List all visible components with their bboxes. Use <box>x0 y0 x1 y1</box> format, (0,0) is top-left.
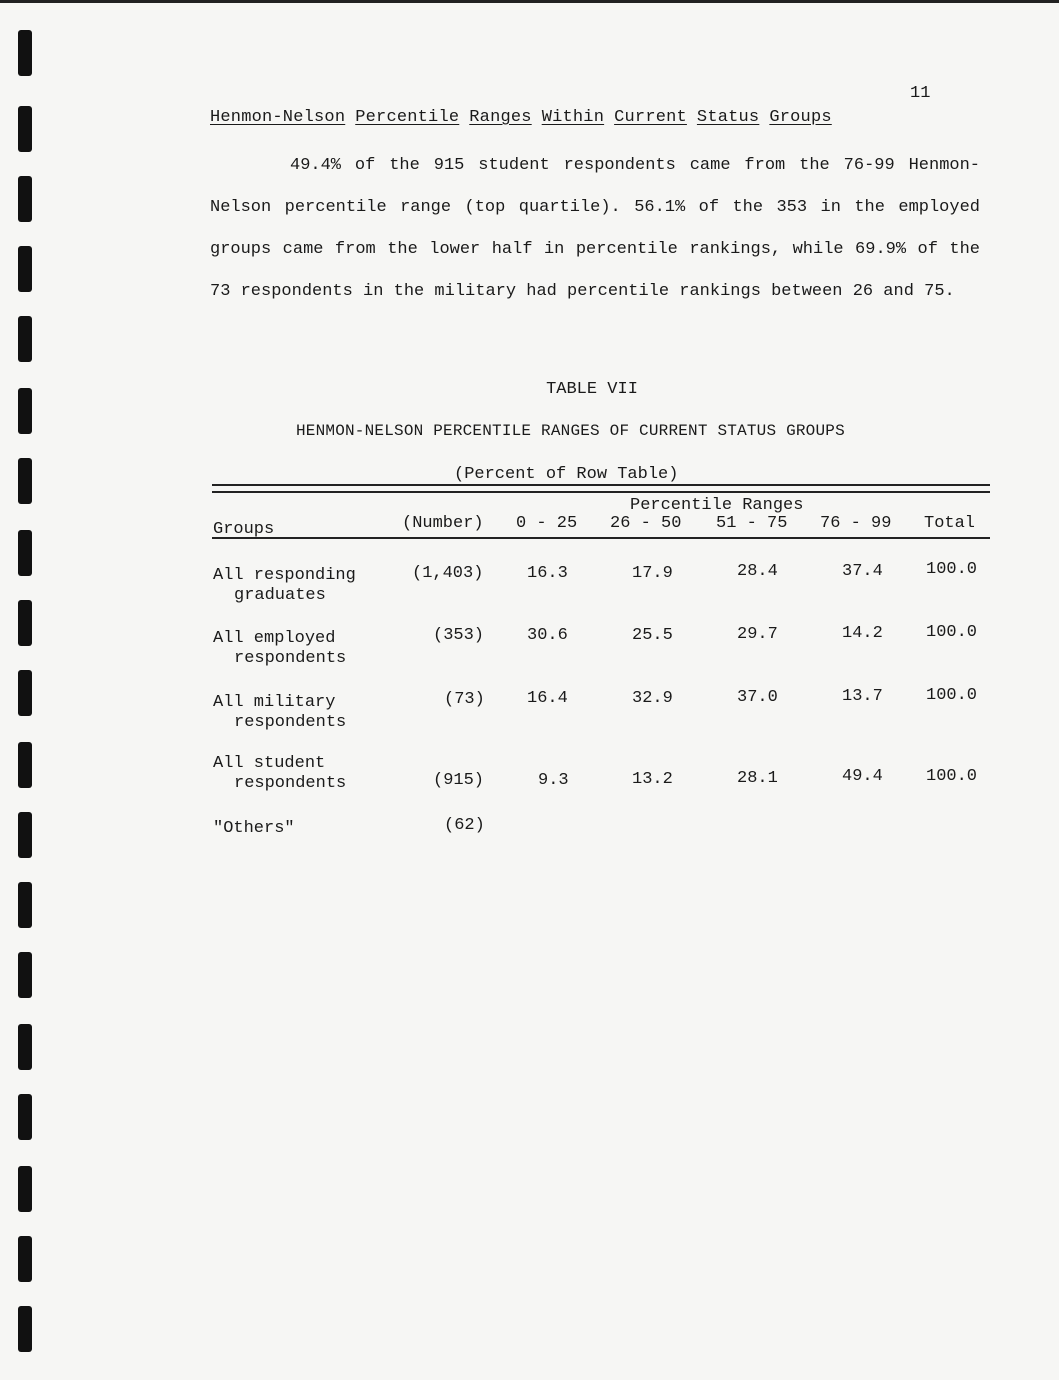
heading-word: Within <box>541 108 605 127</box>
binding-hole <box>18 1024 32 1070</box>
cell-range-51-75: 37.0 <box>737 688 778 707</box>
binding-hole <box>18 530 32 576</box>
binding-hole <box>18 812 32 858</box>
table-row-label <box>213 566 356 606</box>
cell-number: (73) <box>444 690 485 709</box>
binding-hole <box>18 952 32 998</box>
col-header-number: (Number) <box>402 514 484 533</box>
binding-hole <box>18 1094 32 1140</box>
table-title: HENMON-NELSON PERCENTILE RANGES OF CURRENT STATUS GROUPS <box>296 422 845 440</box>
cell-range-51-75: 28.1 <box>737 769 778 788</box>
col-header-range-51-75: 51 - 75 <box>716 514 788 533</box>
binding-hole <box>18 742 32 788</box>
row-label-line1: All employed <box>213 629 336 648</box>
binding-hole <box>18 1306 32 1352</box>
binding-hole <box>18 176 32 222</box>
binding-holes <box>18 30 36 1360</box>
table-subtitle: (Percent of Row Table) <box>454 465 679 484</box>
heading-word: Groups <box>769 108 832 127</box>
heading-word: Ranges <box>469 108 532 127</box>
page-number: 11 <box>910 84 931 103</box>
cell-total: 100.0 <box>926 623 978 642</box>
binding-hole <box>18 670 32 716</box>
binding-hole <box>18 458 32 504</box>
cell-total: 100.0 <box>926 767 978 786</box>
binding-hole <box>18 316 32 362</box>
table-row-label <box>213 754 346 794</box>
row-label-line2: respondents <box>234 774 347 793</box>
column-spanner: Percentile Ranges <box>630 496 804 515</box>
heading-word: Henmon-Nelson <box>210 108 346 127</box>
cell-range-0-25: 9.3 <box>538 771 569 790</box>
col-header-range-0-25: 0 - 25 <box>516 514 578 533</box>
cell-range-51-75: 29.7 <box>737 625 778 644</box>
body-paragraph: 49.4% of the 915 student respondents came from the 76-99 Henmon-Nelson percentile range (top quartile). 56.1% of the 353 in the employed groups came from the lower half in percentile rankings, while 69.9% of the 73 respondents in the military had percentile rankings between 26 and 75. <box>210 156 980 301</box>
heading-word: Percentile <box>355 108 460 127</box>
row-label-line2: respondents <box>234 649 347 668</box>
heading-word: Status <box>696 108 760 127</box>
heading-word: Current <box>614 108 687 127</box>
binding-hole <box>18 1236 32 1282</box>
binding-hole <box>18 30 32 76</box>
cell-range-0-25: 30.6 <box>527 626 568 645</box>
cell-range-0-25: 16.3 <box>527 564 568 583</box>
binding-hole <box>18 882 32 928</box>
row-label-line1: All responding <box>213 566 356 585</box>
binding-hole <box>18 106 32 152</box>
row-label-line2: graduates <box>234 586 326 605</box>
cell-range-26-50: 13.2 <box>632 770 673 789</box>
binding-hole <box>18 600 32 646</box>
cell-number: (915) <box>433 771 485 790</box>
row-label-line1: "Others" <box>213 819 295 838</box>
cell-number: (1,403) <box>412 564 484 583</box>
col-header-groups: Groups <box>213 520 275 539</box>
cell-range-51-75: 28.4 <box>737 562 778 581</box>
table-row-label <box>213 819 295 839</box>
binding-hole <box>18 246 32 292</box>
cell-range-26-50: 17.9 <box>632 564 673 583</box>
cell-range-26-50: 32.9 <box>632 689 673 708</box>
cell-total: 100.0 <box>926 560 978 579</box>
cell-range-76-99: 49.4 <box>842 767 883 786</box>
page-top-edge <box>0 0 1059 3</box>
cell-range-0-25: 16.4 <box>527 689 568 708</box>
cell-total: 100.0 <box>926 686 978 705</box>
cell-range-76-99: 37.4 <box>842 562 883 581</box>
row-label-line1: All military <box>213 693 336 712</box>
table-row-label <box>213 693 346 733</box>
row-label-line1: All student <box>213 754 326 773</box>
cell-range-76-99: 13.7 <box>842 687 883 706</box>
table-number: TABLE VII <box>546 380 638 399</box>
col-header-total: Total <box>924 514 976 533</box>
table-row-label <box>213 629 346 669</box>
section-heading <box>210 108 842 127</box>
row-label-line2: respondents <box>234 713 347 732</box>
cell-number: (353) <box>433 626 485 645</box>
binding-hole <box>18 1166 32 1212</box>
col-header-range-76-99: 76 - 99 <box>820 514 892 533</box>
table-top-rule <box>212 484 990 493</box>
cell-range-76-99: 14.2 <box>842 624 883 643</box>
cell-number: (62) <box>444 816 485 835</box>
table-header-rule <box>212 537 990 539</box>
col-header-range-26-50: 26 - 50 <box>610 514 682 533</box>
cell-range-26-50: 25.5 <box>632 626 673 645</box>
